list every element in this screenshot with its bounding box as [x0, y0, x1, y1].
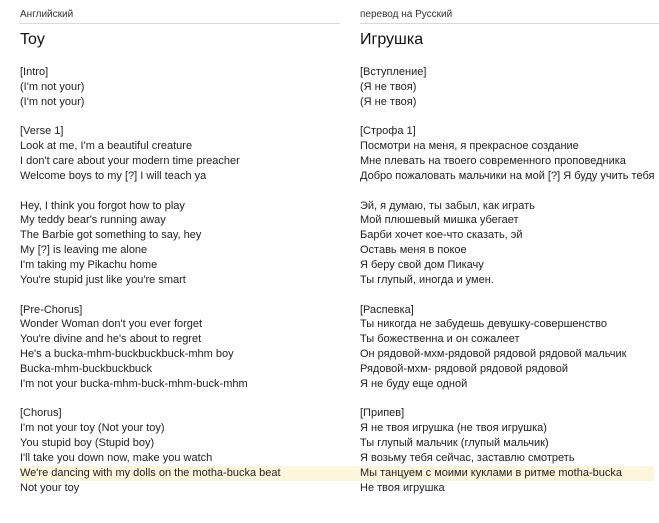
translation-lyric-line[interactable]	[360, 110, 659, 125]
source-lyric-line[interactable]: Bucka-mhm-buckbuckbuck	[20, 362, 153, 375]
source-lyric-line[interactable]: [Chorus]	[20, 407, 62, 420]
source-lyric-line[interactable]: My teddy bear's running away	[20, 214, 166, 227]
source-lyric-line[interactable]: I'm not your toy (Not your toy)	[20, 422, 165, 435]
translation-lyric-line[interactable]: [Припев]	[360, 407, 405, 420]
translation-lyric-line[interactable]	[360, 184, 659, 199]
source-lyric-line[interactable]: (I'm not your)	[20, 80, 85, 93]
source-lyrics-list	[20, 65, 340, 495]
source-lyric-line[interactable]	[20, 392, 340, 407]
translation-lyric-line[interactable]: (Я не твоя)	[360, 95, 417, 108]
source-lyric-line[interactable]: (I'm not your)	[20, 95, 85, 108]
translation-lyrics-list	[360, 65, 659, 495]
source-song-title: Toy	[20, 31, 45, 48]
source-lyric-line[interactable]	[20, 110, 340, 125]
translation-lyric-line[interactable]: Оставь меня в покое	[360, 244, 467, 257]
source-lyric-line[interactable]: You stupid boy (Stupid boy)	[20, 437, 155, 450]
translation-language-label: перевод на Русский	[360, 9, 453, 20]
translation-lyric-line[interactable]: Ты никогда не забудешь девушку-совершенство	[360, 318, 607, 331]
source-lyric-line[interactable]	[20, 288, 340, 303]
source-lyric-line[interactable]: [Intro]	[20, 66, 49, 78]
translation-lyric-line[interactable]: Я не твоя игрушка (не твоя игрушка)	[360, 422, 547, 435]
source-lyric-line[interactable]: Not your toy	[20, 481, 80, 494]
translation-lyric-line[interactable]: Рядовой-мхм- рядовой рядовой рядовой	[360, 362, 568, 375]
source-lyric-line[interactable]: My [?] is leaving me alone	[20, 244, 148, 257]
translation-lyric-line[interactable]	[360, 288, 659, 303]
source-language-label: Английский	[20, 9, 74, 20]
source-lyric-line[interactable]: He's a bucka-mhm-buckbuckbuck-mhm boy	[20, 348, 234, 361]
translation-lyric-line[interactable]: Добро пожаловать мальчики на мой [?] Я буду учить тебя	[360, 169, 655, 182]
source-lyric-line[interactable]: You're divine and he's about to regret	[20, 333, 202, 346]
source-lyric-line[interactable]: You're stupid just like you're smart	[20, 273, 186, 286]
source-lyric-line[interactable]: Wonder Woman don't you ever forget	[20, 318, 203, 331]
source-lyric-line[interactable]: Hey, I think you forgot how to play	[20, 199, 185, 212]
translation-song-title: Игрушка	[360, 31, 424, 48]
translation-lyric-line[interactable]	[360, 392, 659, 407]
source-lyric-line[interactable]: Look at me, I'm a beautiful creature	[20, 140, 193, 153]
source-lyric-line[interactable]: We're dancing with my dolls on the motha-bucka beat	[20, 466, 360, 481]
translation-lyric-line[interactable]: Я беру свой дом Пикачу	[360, 258, 484, 271]
translation-lyric-line[interactable]: [Вступление]	[360, 66, 427, 78]
translation-lyric-line[interactable]: Я возьму тебя сейчас, заставлю смотреть	[360, 451, 575, 464]
translation-lyric-line[interactable]: Мы танцуем с моими куклами в ритме motha-bucka	[360, 466, 654, 481]
translation-lyric-line[interactable]: Ты глупый, иногда и умен.	[360, 273, 494, 286]
translation-lyric-line[interactable]: Ты глупый мальчик (глупый мальчик)	[360, 437, 549, 450]
translation-lyric-line[interactable]: (Я не твоя)	[360, 80, 417, 93]
source-lyric-line[interactable]: I'll take you down now, make you watch	[20, 451, 213, 464]
translation-lyric-line[interactable]: Посмотри на меня, я прекрасное создание	[360, 140, 579, 153]
translation-lyric-line[interactable]: Эй, я думаю, ты забыл, как играть	[360, 199, 535, 212]
translation-lyric-line[interactable]: Барби хочет кое-что сказать, эй	[360, 229, 523, 242]
translation-lyric-line[interactable]: Ты божественна и он сожалеет	[360, 333, 520, 346]
source-lyric-line[interactable]: Welcome boys to my [?] I will teach ya	[20, 169, 207, 182]
translation-lyric-line[interactable]: Мой плюшевый мишка убегает	[360, 214, 519, 227]
source-lyric-line[interactable]: The Barbie got something to say, hey	[20, 229, 202, 242]
source-lyric-line[interactable]: I'm taking my Pikachu home	[20, 258, 158, 271]
translation-lyric-line[interactable]: Он рядовой-мхм-рядовой рядовой рядовой мальчик	[360, 348, 627, 361]
translation-lyric-line[interactable]: [Распевка]	[360, 303, 414, 316]
translation-lyric-line[interactable]: [Строфа 1]	[360, 125, 416, 138]
source-lyric-line[interactable]: [Verse 1]	[20, 125, 64, 138]
source-header-divider	[20, 23, 340, 24]
source-lyric-line[interactable]: I'm not your bucka-mhm-buck-mhm-buck-mhm	[20, 377, 248, 390]
source-lyric-line[interactable]	[20, 184, 340, 199]
source-lyric-line[interactable]: [Pre-Chorus]	[20, 303, 83, 316]
source-lyric-line[interactable]: I don't care about your modern time preacher	[20, 155, 240, 168]
translation-header-divider	[360, 23, 659, 24]
translation-lyric-line[interactable]: Не твоя игрушка	[360, 481, 445, 494]
translation-lyric-line[interactable]: Мне плевать на твоего современного проповедника	[360, 155, 626, 168]
translation-lyric-line[interactable]: Я не буду еще одной	[360, 377, 468, 390]
